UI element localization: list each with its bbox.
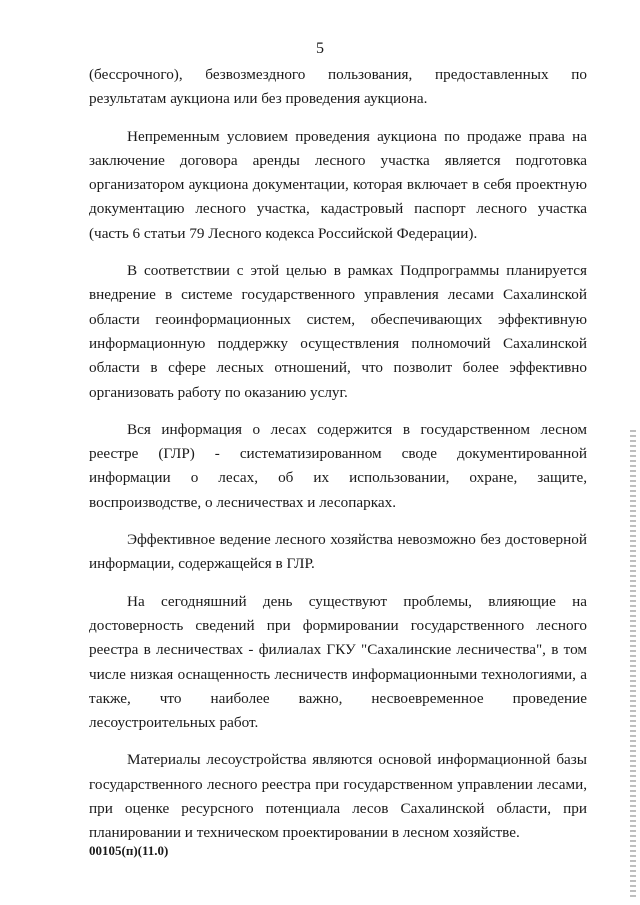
paragraph-1: (бессрочного), безвозмездного пользования, предоставленных по результатам аукциона или без проведения аукциона. [89,66,587,108]
paragraph-6: На сегодняшний день существуют проблемы, влияющие на достоверность сведений при формировании государственного лесного реестра в лесничествах - филиалах ГКУ "Сахалинские лесничества", в том числе низкая оснащенность лесничеств информационными технологиями, а также, что наиболее важно, несвоевременное проведение лесоустроительных работ. [89,592,587,732]
page-number: 5 [316,40,324,57]
paragraph-7: Материалы лесоустройства являются основой информационной базы государственного лесного реестра при государственном управлении лесами, при оценке ресурсного потенциала лесов Сахалинской области, при планировании и техническом проектировании в лесном хозяйстве. [89,751,587,842]
scan-edge-marks [630,430,636,900]
paragraph-2: Непременным условием проведения аукциона по продаже права на заключение договора аренды лесного участка является подготовка организатором аукциона документации, которая включает в себя проектную документацию лесного участка, кадастровый паспорт лесного участка (часть 6 статьи 79 Лесного кодекса Российской Федерации). [89,127,587,242]
document-code: 00105(п)(11.0) [89,843,169,858]
paragraph-3: В соответствии с этой целью в рамках Подпрограммы планируется внедрение в системе государственного управления лесами Сахалинской области геоинформационных систем, обеспечивающих эффективную информационную поддержку осуществления полномочий Сахалинской области в сфере лесных отношений, что позволит более эффективно организовать работу по оказанию услуг. [89,262,587,401]
paragraph-5: Эффективное ведение лесного хозяйства невозможно без достоверной информации, содержащейся в ГЛР. [89,531,587,573]
paragraph-4: Вся информация о лесах содержится в государственном лесном реестре (ГЛР) - систематизированном своде документированной информации о лесах, об их использовании, охране, защите, воспроизводстве, о лесничествах и лесопарках. [89,420,587,511]
body-text [89,63,587,859]
